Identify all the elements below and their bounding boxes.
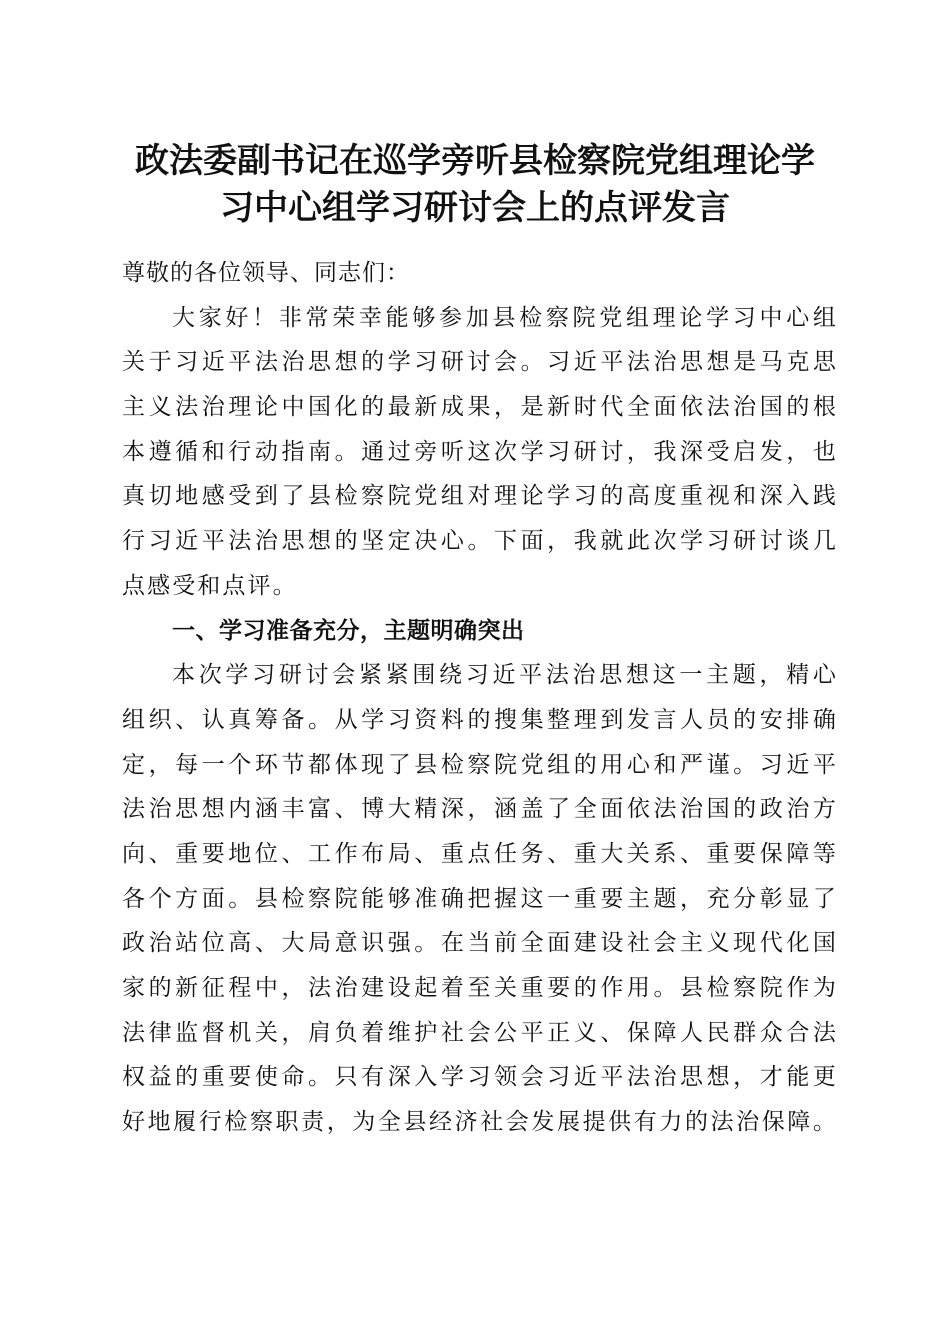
paragraph-line: 各个方面。县检察院能够准确把握这一重要主题，充分彰显了 — [122, 885, 838, 912]
title-line-1: 政法委副书记在巡学旁听县检察院党组理论学 — [135, 141, 815, 181]
paragraph-line: 好地履行检察职责，为全县经济社会发展提供有力的法治保障。 — [122, 1109, 838, 1136]
paragraph-line: 点感受和点评。 — [122, 572, 298, 599]
paragraph-line: 向、重要地位、工作布局、重点任务、重大关系、重要保障等 — [122, 840, 838, 867]
paragraph-line: 行习近平法治思想的坚定决心。下面，我就此次学习研讨谈几 — [122, 528, 838, 555]
paragraph-2 — [122, 653, 838, 1145]
paragraph-line: 本次学习研讨会紧紧围绕习近平法治思想这一主题，精心 — [172, 662, 838, 689]
paragraph-line: 政治站位高、大局意识强。在当前全面建设社会主义现代化国 — [122, 930, 838, 957]
paragraph-line: 法律监督机关，肩负着维护社会公平正义、保障人民群众合法 — [122, 1019, 838, 1046]
paragraph-line: 大家好！非常荣幸能够参加县检察院党组理论学习中心组 — [172, 304, 838, 331]
paragraph-line: 定，每一个环节都体现了县检察院党组的用心和严谨。习近平 — [122, 751, 838, 778]
document-title — [110, 138, 840, 232]
title-line-2: 习中心组学习研讨会上的点评发言 — [220, 188, 730, 228]
paragraph-line: 法治思想内涵丰富、博大精深，涵盖了全面依法治国的政治方 — [122, 796, 838, 823]
paragraph-line: 本遵循和行动指南。通过旁听这次学习研讨，我深受启发，也 — [122, 438, 838, 465]
document-body — [122, 251, 838, 1145]
paragraph-1 — [122, 296, 838, 609]
paragraph-line: 真切地感受到了县检察院党组对理论学习的高度重视和深入践 — [122, 483, 838, 510]
paragraph-line: 关于习近平法治思想的学习研讨会。习近平法治思想是马克思 — [122, 349, 838, 376]
paragraph-line: 权益的重要使命。只有深入学习领会习近平法治思想，才能更 — [122, 1064, 838, 1091]
paragraph-line: 组织、认真筹备。从学习资料的搜集整理到发言人员的安排确 — [122, 706, 838, 733]
greeting: 尊敬的各位领导、同志们： — [122, 260, 410, 286]
paragraph-line: 家的新征程中，法治建设起着至关重要的作用。县检察院作为 — [122, 975, 838, 1001]
paragraph-line: 主义法治理论中国化的最新成果，是新时代全面依法治国的根 — [122, 394, 838, 421]
section-heading: 一、学习准备充分，主题明确突出 — [172, 617, 525, 644]
